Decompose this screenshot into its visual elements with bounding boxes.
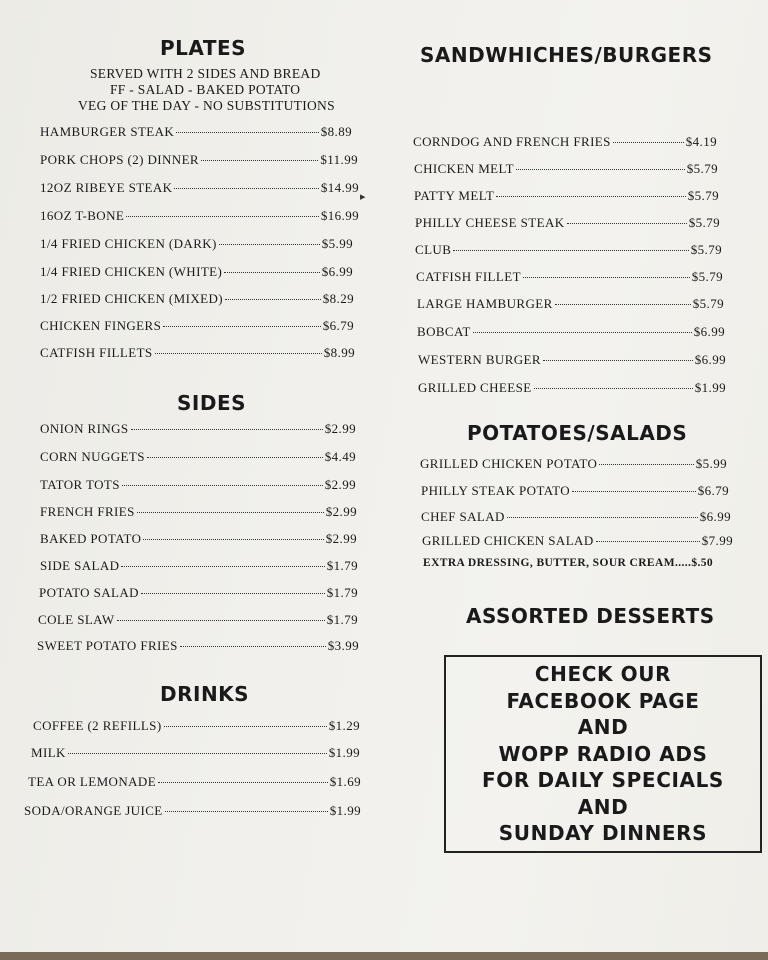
item-price: $4.49 bbox=[324, 449, 356, 464]
item-name: CATFISH FILLET bbox=[416, 269, 521, 284]
dot-leader bbox=[174, 188, 318, 189]
item-name: CHICKEN MELT bbox=[414, 161, 515, 176]
item-price: $5.79 bbox=[692, 296, 724, 311]
menu-item bbox=[416, 269, 723, 285]
item-name: COFFEE (2 REFILLS) bbox=[33, 718, 162, 733]
item-name: SIDE SALAD bbox=[40, 558, 120, 573]
item-name: TATOR TOTS bbox=[40, 477, 120, 492]
menu-item bbox=[40, 236, 353, 252]
menu-item bbox=[422, 533, 733, 549]
item-name: PHILLY CHEESE STEAK bbox=[415, 215, 565, 230]
dot-leader bbox=[117, 620, 325, 621]
menu-item bbox=[40, 124, 352, 140]
menu-item bbox=[414, 161, 718, 177]
item-price: $1.69 bbox=[329, 774, 361, 789]
item-name: 16OZ T-BONE bbox=[40, 208, 125, 223]
item-name: GRILLED CHEESE bbox=[418, 380, 532, 395]
item-price: $5.99 bbox=[695, 456, 727, 471]
menu-item bbox=[31, 745, 360, 761]
item-name: GRILLED CHICKEN SALAD bbox=[422, 533, 594, 548]
potatoes-heading: POTATOES/SALADS bbox=[467, 421, 688, 445]
menu-item bbox=[40, 477, 356, 493]
extras-note: EXTRA DRESSING, BUTTER, SOUR CREAM.....$.50 bbox=[423, 557, 714, 569]
table-edge bbox=[0, 952, 768, 960]
item-name: COLE SLAW bbox=[38, 612, 115, 627]
dot-leader bbox=[165, 811, 328, 812]
dot-leader bbox=[137, 512, 324, 513]
item-price: $8.29 bbox=[322, 291, 354, 306]
item-name: CLUB bbox=[415, 242, 452, 257]
menu-item bbox=[40, 421, 356, 437]
item-price: $2.99 bbox=[324, 477, 356, 492]
item-name: ONION RINGS bbox=[40, 421, 129, 436]
item-price: $8.99 bbox=[323, 345, 355, 360]
item-price: $5.79 bbox=[687, 188, 719, 203]
dot-leader bbox=[163, 326, 321, 327]
item-name: TEA OR LEMONADE bbox=[28, 774, 157, 789]
item-price: $2.99 bbox=[325, 504, 357, 519]
plates-heading: PLATES bbox=[160, 36, 247, 60]
item-name: CHICKEN FINGERS bbox=[40, 318, 162, 333]
dot-leader bbox=[613, 142, 684, 143]
menu-item bbox=[40, 264, 353, 280]
item-price: $1.79 bbox=[326, 612, 358, 627]
menu-item bbox=[40, 345, 355, 361]
item-name: CORNDOG AND FRENCH FRIES bbox=[413, 134, 611, 149]
menu-item bbox=[40, 531, 357, 547]
item-price: $2.99 bbox=[325, 531, 357, 546]
menu-item bbox=[40, 558, 358, 574]
item-name: LARGE HAMBURGER bbox=[417, 296, 553, 311]
dot-leader bbox=[131, 429, 323, 430]
item-price: $11.99 bbox=[320, 152, 358, 167]
item-price: $16.99 bbox=[320, 208, 359, 223]
item-name: CORN NUGGETS bbox=[40, 449, 145, 464]
menu-item bbox=[417, 296, 724, 312]
plates-subtitle-line: VEG OF THE DAY - NO SUBSTITUTIONS bbox=[78, 98, 335, 113]
item-price: $5.79 bbox=[691, 269, 723, 284]
item-price: $5.79 bbox=[686, 161, 718, 176]
dot-leader bbox=[555, 304, 691, 305]
specials-line: CHECK OUR bbox=[534, 662, 672, 687]
dot-leader bbox=[122, 485, 323, 486]
dot-leader bbox=[534, 388, 693, 389]
dot-leader bbox=[147, 457, 323, 458]
sides-heading: SIDES bbox=[177, 391, 247, 415]
menu-item bbox=[415, 215, 720, 231]
dot-leader bbox=[180, 646, 326, 647]
left-column bbox=[0, 0, 380, 952]
dot-leader bbox=[158, 782, 328, 783]
dot-leader bbox=[141, 593, 325, 594]
item-price: $6.99 bbox=[699, 509, 731, 524]
item-price: $6.99 bbox=[321, 264, 353, 279]
item-name: SWEET POTATO FRIES bbox=[37, 638, 178, 653]
plates-subtitle-line: FF - SALAD - BAKED POTATO bbox=[110, 82, 301, 97]
item-name: PATTY MELT bbox=[414, 188, 495, 203]
item-name: HAMBURGER STEAK bbox=[40, 124, 175, 139]
dot-leader bbox=[201, 160, 318, 161]
item-name: GRILLED CHICKEN POTATO bbox=[420, 456, 598, 471]
menu-item bbox=[417, 324, 725, 340]
sandwiches-heading: SANDWHICHES/BURGERS bbox=[420, 43, 713, 67]
menu-item bbox=[28, 774, 361, 790]
item-price: $2.99 bbox=[324, 421, 356, 436]
menu-item bbox=[38, 612, 358, 628]
item-name: FRENCH FRIES bbox=[40, 504, 135, 519]
specials-line: WOPP RADIO ADS bbox=[498, 741, 708, 766]
dot-leader bbox=[523, 277, 690, 278]
dot-leader bbox=[143, 539, 323, 540]
specials-line: FACEBOOK PAGE bbox=[506, 688, 700, 713]
menu-item bbox=[421, 509, 731, 525]
menu-item bbox=[420, 456, 727, 472]
dot-leader bbox=[126, 216, 319, 217]
menu-item bbox=[40, 449, 356, 465]
item-name: WESTERN BURGER bbox=[418, 352, 541, 367]
dot-leader bbox=[453, 250, 688, 251]
item-price: $1.99 bbox=[328, 745, 360, 760]
dot-leader bbox=[164, 726, 327, 727]
item-name: POTATO SALAD bbox=[39, 585, 139, 600]
dot-leader bbox=[567, 223, 687, 224]
menu-item bbox=[40, 180, 359, 196]
dot-leader bbox=[121, 566, 324, 567]
menu-item bbox=[24, 803, 361, 819]
item-name: 1/4 FRIED CHICKEN (WHITE) bbox=[40, 264, 223, 279]
item-price: $5.79 bbox=[688, 215, 720, 230]
item-price: $1.79 bbox=[326, 558, 358, 573]
item-price: $5.99 bbox=[321, 236, 353, 251]
item-name: 1/2 FRIED CHICKEN (MIXED) bbox=[40, 291, 223, 306]
menu-item bbox=[415, 242, 722, 258]
item-price: $7.99 bbox=[701, 533, 733, 548]
dot-leader bbox=[219, 244, 320, 245]
menu-item bbox=[413, 134, 717, 150]
dot-leader bbox=[225, 299, 321, 300]
menu-item bbox=[40, 291, 354, 307]
item-price: $1.29 bbox=[328, 718, 360, 733]
item-price: $1.99 bbox=[329, 803, 361, 818]
menu-item bbox=[33, 718, 360, 734]
dot-leader bbox=[507, 517, 698, 518]
specials-line: AND bbox=[577, 715, 629, 740]
dot-leader bbox=[496, 196, 686, 197]
item-price: $4.19 bbox=[685, 134, 717, 149]
specials-line: FOR DAILY SPECIALS bbox=[482, 768, 724, 793]
item-name: 1/4 FRIED CHICKEN (DARK) bbox=[40, 236, 217, 251]
dot-leader bbox=[155, 353, 322, 354]
menu-item bbox=[39, 585, 358, 601]
item-name: 12OZ RIBEYE STEAK bbox=[40, 180, 173, 195]
menu-item bbox=[40, 504, 357, 520]
dot-leader bbox=[596, 541, 700, 542]
specials-box bbox=[444, 655, 762, 853]
menu-item bbox=[37, 638, 359, 654]
menu-item bbox=[40, 152, 358, 168]
item-name: PORK CHOPS (2) DINNER bbox=[40, 152, 199, 167]
right-column bbox=[390, 0, 768, 952]
menu-item bbox=[40, 208, 359, 224]
menu-item bbox=[421, 483, 729, 499]
item-price: $1.79 bbox=[326, 585, 358, 600]
item-name: BAKED POTATO bbox=[40, 531, 142, 546]
specials-line: SUNDAY DINNERS bbox=[498, 821, 708, 846]
dot-leader bbox=[572, 491, 696, 492]
specials-line: AND bbox=[577, 794, 629, 819]
drinks-heading: DRINKS bbox=[160, 682, 250, 706]
item-name: BOBCAT bbox=[417, 324, 471, 339]
item-price: $1.99 bbox=[694, 380, 726, 395]
item-price: $6.79 bbox=[322, 318, 354, 333]
desserts-heading: ASSORTED DESSERTS bbox=[466, 604, 715, 628]
dot-leader bbox=[224, 272, 320, 273]
item-price: $6.79 bbox=[697, 483, 729, 498]
dot-leader bbox=[473, 332, 692, 333]
menu-item bbox=[418, 352, 726, 368]
dot-leader bbox=[516, 169, 685, 170]
item-name: CATFISH FILLETS bbox=[40, 345, 153, 360]
menu-item bbox=[40, 318, 354, 334]
item-price: $6.99 bbox=[693, 324, 725, 339]
dot-leader bbox=[176, 132, 319, 133]
dot-leader bbox=[68, 753, 327, 754]
item-name: CHEF SALAD bbox=[421, 509, 505, 524]
menu-item bbox=[418, 380, 726, 396]
item-price: $6.99 bbox=[694, 352, 726, 367]
dot-leader bbox=[599, 464, 694, 465]
item-price: $14.99 bbox=[320, 180, 359, 195]
item-price: $5.79 bbox=[690, 242, 722, 257]
item-name: SODA/ORANGE JUICE bbox=[24, 803, 163, 818]
item-name: PHILLY STEAK POTATO bbox=[421, 483, 570, 498]
arrow-mark-icon: ▸ bbox=[360, 191, 366, 203]
menu-item bbox=[414, 188, 719, 204]
item-price: $8.89 bbox=[320, 124, 352, 139]
item-price: $3.99 bbox=[327, 638, 359, 653]
dot-leader bbox=[543, 360, 693, 361]
plates-subtitle-line: SERVED WITH 2 SIDES AND BREAD bbox=[90, 66, 321, 81]
item-name: MILK bbox=[31, 745, 66, 760]
